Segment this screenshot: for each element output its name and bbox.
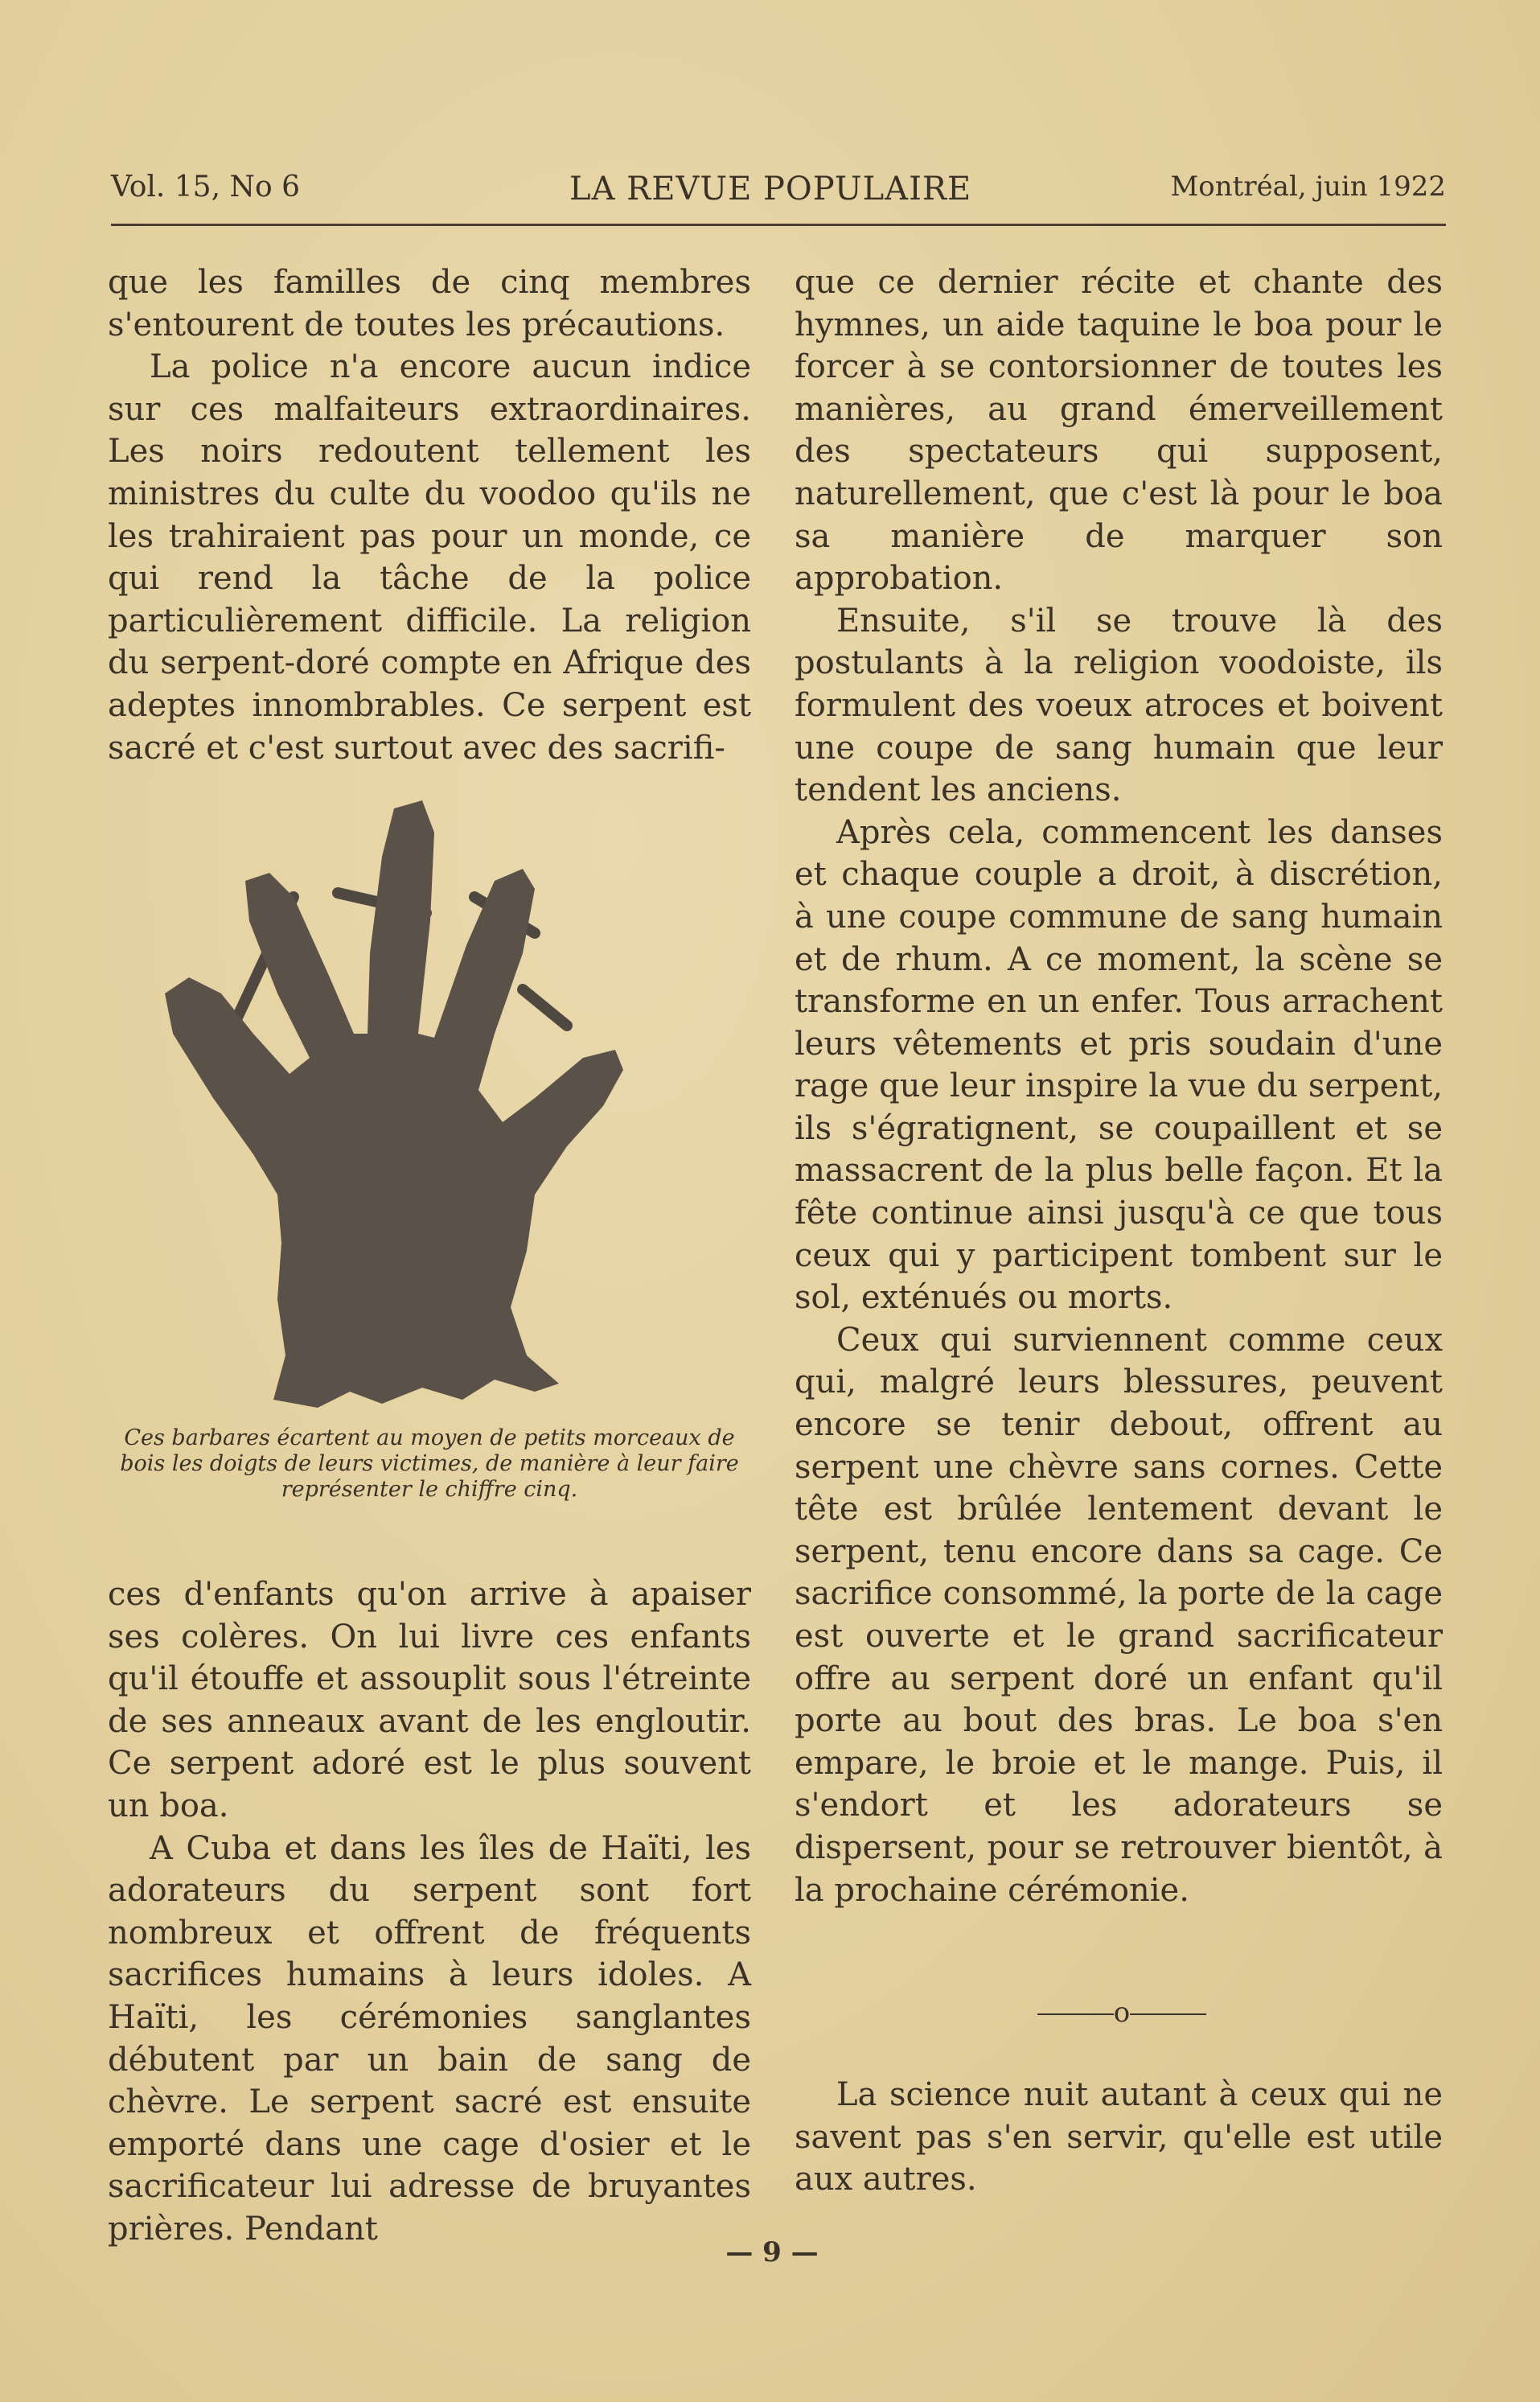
paragraph: que les familles de cinq membres s'entourent de toutes les précautions. (108, 264, 751, 343)
wood-stick (523, 989, 567, 1026)
figure-caption: Ces barbares écartent au moyen de petits morceaux de bois les doigts de leurs victimes, de manière à leur faire représenter le chiffre cinq. (120, 1425, 739, 1502)
volume-number: Vol. 15, No 6 (111, 171, 300, 204)
page-number-value: 9 (762, 2236, 782, 2268)
paragraph: A Cuba et dans les îles de Haïti, les adorateurs du serpent sont fort nombreux et offrent de fréquents sacrifices humains à leurs idoles. A Haïti, les cérémonies sanglantes débutent par un bain de sang de chèvre. Le serpent sacré est ensuite emporté dans une cage d'osier et le sacrificateur lui adresse de bruyantes prières. Pendant (108, 1829, 751, 2248)
paragraph: Ensuite, s'il se trouve là des postulants à la religion voodoiste, ils formulent des voeux atroces et boivent une coupe de sang humain que leur tendent les anciens. (795, 602, 1443, 809)
separator-mark: o (1113, 1997, 1131, 2029)
paragraph: Après cela, commencent les danses et chaque couple a droit, à discrétion, à une coupe commune de sang humain et de rhum. A ce moment, la scène se transforme en un enfer. Tous arrachent leurs vêtements et pris soudain d'une rage que leur inspire la vue du serpent, ils s'égratignent, se coupaillent et se massacrent de la plus belle façon. Et la fête continue ainsi jusqu'à ce que tous ceux qui y participent tombent sur le sol, exténués ou morts. (795, 813, 1443, 1317)
closing-text: La science nuit autant à ceux qui ne savent pas s'en servir, qu'elle est utile aux autres. (795, 2076, 1443, 2198)
magazine-title: LA REVUE POPULAIRE (569, 171, 972, 208)
running-header (111, 171, 1446, 211)
left-column-top (108, 261, 751, 769)
separator-line (1037, 2013, 1114, 2015)
paragraph: Ceux qui surviennent comme ceux qui, malgré leurs blessures, peuvent encore se tenir debout, offrent au serpent une chèvre sans cornes. Cette tête est brûlée lentement devant le serpent, tenu encore dans sa cage. Ce sacrifice consommé, la porte de la cage est ouverte et le grand sacrificateur offre au serpent doré un enfant qu'il porte au bout des bras. Le boa s'en empare, le broie et le mange. Puis, il s'endort et les adorateurs se dispersent, pour se retrouver bientôt, à la prochaine cérémonie. (795, 1321, 1443, 1909)
section-separator (1017, 1997, 1226, 2029)
separator-line (1130, 2013, 1206, 2015)
header-rule (111, 224, 1446, 226)
page-number: — 9 — (725, 2236, 819, 2268)
paragraph: que ce dernier récite et chante des hymnes, un aide taquine le boa pour le forcer à se contorsionner de toutes les manières, au grand émerveillement des spectateurs qui supposent, naturellement, que c'est là pour le boa sa manière de marquer son approbation. (795, 264, 1443, 598)
paragraph: La police n'a encore aucun indice sur ces malfaiteurs extraordinaires. Les noirs redoutent tellement les ministres du culte du voodoo qu'ils ne les trahiraient pas pour un monde, ce qui rend la tâche de la police particulièrement difficile. La religion du serpent-doré compte en Afrique des adeptes innombrables. Ce serpent est sacré et c'est surtout avec des sacrifi- (108, 348, 751, 767)
issue-place-date: Montréal, juin 1922 (1170, 171, 1446, 203)
paragraph: ces d'enfants qu'on arrive à apaiser ses colères. On lui livre ces enfants qu'il étouffe et assouplit sous l'étreinte de ses anneaux avant de les engloutir. Ce serpent adoré est le plus souvent un boa. (108, 1576, 751, 1824)
hand-silhouette (165, 800, 623, 1408)
left-column-bottom (108, 1573, 751, 2251)
right-column (795, 261, 1443, 1911)
hand-figure (157, 792, 704, 1412)
closing-note (795, 2074, 1443, 2201)
